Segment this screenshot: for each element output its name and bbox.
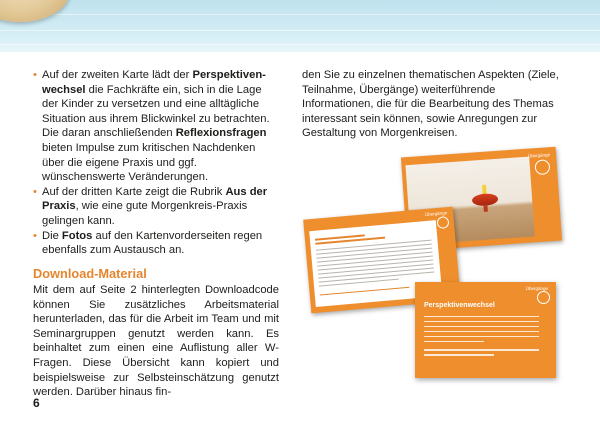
banner-plank-line: [0, 14, 600, 15]
right-column-paragraph: den Sie zu einzelnen thematischen Aspekten (Ziele, Teilnahme, Übergänge) weiterführende Informationen, die für die Bearbeitung des Themas interessant sein können, sowie Anregungen zur Gestaltung von Morgenkreisen.: [302, 69, 559, 140]
card-tag: Übergänge: [424, 210, 448, 218]
section-heading: Download-Material: [33, 266, 147, 281]
card-text-line: [424, 336, 539, 337]
card-tag: Übergänge: [527, 152, 551, 159]
card-logo-icon: [537, 291, 550, 304]
card-title: Perspektivenwechsel: [424, 302, 495, 309]
card-logo-icon: [436, 216, 449, 229]
card-text-line: [424, 316, 539, 317]
card-question-line: [424, 349, 539, 351]
card-text-line: [424, 341, 484, 342]
card-text-line: [424, 331, 539, 332]
bullet-list: [33, 68, 279, 258]
card-text-line: [424, 326, 539, 327]
spinning-top-icon: [469, 181, 501, 217]
card-footer-line: [320, 287, 410, 296]
banner-plank-line: [0, 44, 600, 45]
download-paragraph: Mit dem auf Seite 2 hinterlegten Downloadcode können Sie zusätzliches Arbeitsmaterial herunterladen, das für die Arbeit im Team und mit Seminargruppen genutzt werden kann. Es beinhaltet zum einen eine Auflistung aller W-Fragen. Diese Übersicht kann kopiert und beispielsweise zur Selbsteinschätzung genutzt werden. Darüber hinaus fin-: [33, 284, 279, 399]
perspective-card: [415, 282, 556, 378]
card-tag: Übergänge: [525, 286, 548, 291]
card-text-line: [424, 321, 539, 322]
bullet-item: • Die Fotos auf den Kartenvorderseiten regen ebenfalls zum Austausch an.: [33, 229, 279, 258]
left-column: [33, 68, 279, 258]
bullet-item: • Auf der zweiten Karte lädt der Perspektivenwechsel die Fachkräfte ein, sich in die Lage der Kinder zu versetzen und eine alltägliche Situation aus ihrem Blickwinkel zu betrachten. Die daran anschließenden Reflexionsfragen bieten Impulse zum kritischen Nachdenken über die eigene Praxis und ggf. wünschenswerte Veränderungen.: [33, 68, 279, 185]
card-question-line: [424, 354, 494, 356]
bullet-item: • Auf der dritten Karte zeigt die Rubrik Aus der Praxis, wie eine gute Morgenkreis-Praxis gelingen kann.: [33, 185, 279, 229]
card-logo-icon: [534, 159, 550, 175]
banner-plank-line: [0, 30, 600, 31]
page-number: 6: [33, 396, 40, 410]
wooden-bowl-image: [0, 0, 70, 22]
header-banner: [0, 0, 600, 52]
